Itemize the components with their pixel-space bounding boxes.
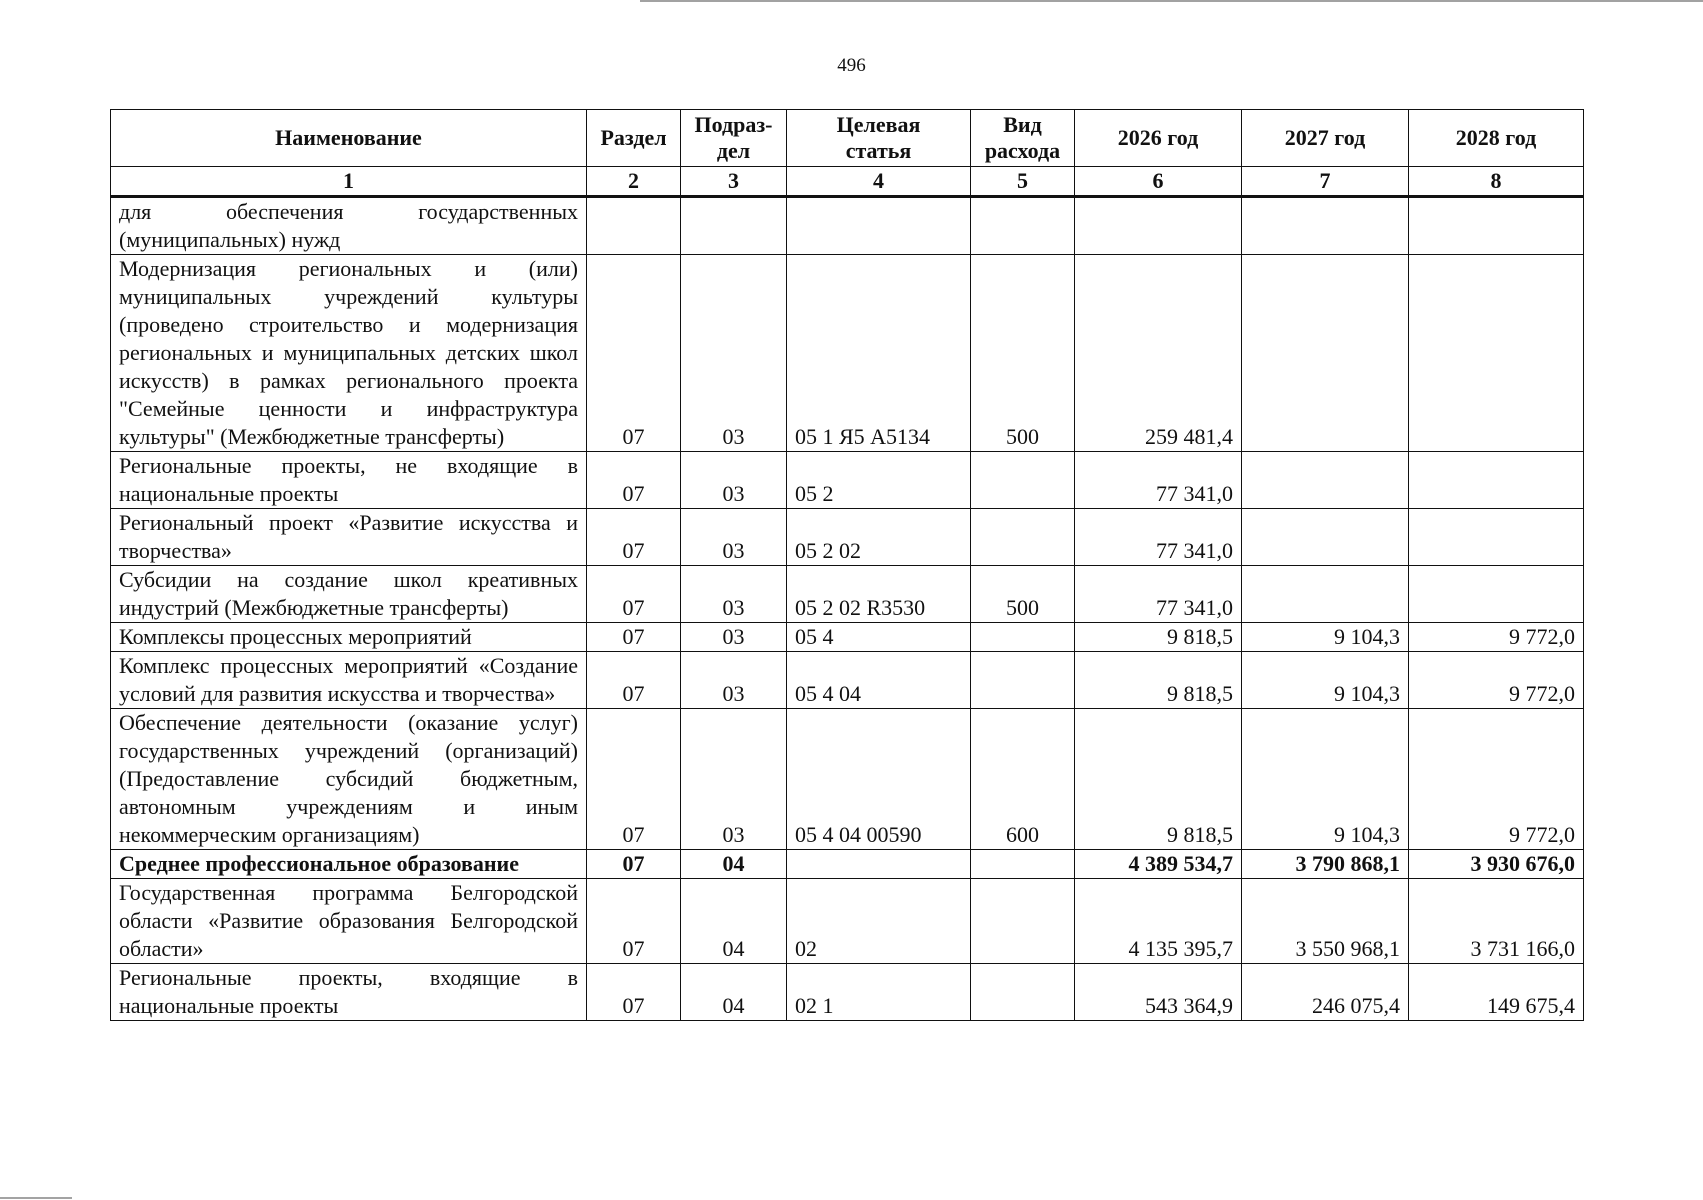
top-edge-rule [640, 0, 1703, 2]
row-2027: 3 790 868,1 [1242, 850, 1409, 879]
row-2027: 9 104,3 [1242, 623, 1409, 652]
column-number: 7 [1242, 167, 1409, 197]
row-razdel: 07 [587, 879, 681, 964]
row-name: Среднее профессиональное образование [111, 850, 587, 879]
row-name: Региональные проекты, не входящие в национальные проекты [111, 452, 587, 509]
row-target: 02 [787, 879, 971, 964]
row-razdel: 07 [587, 850, 681, 879]
table-row [111, 964, 1584, 1021]
row-target [787, 197, 971, 255]
column-numbers-row [111, 167, 1584, 197]
row-razdel: 07 [587, 709, 681, 850]
row-2026: 9 818,5 [1075, 709, 1242, 850]
table-row [111, 879, 1584, 964]
row-2026: 9 818,5 [1075, 623, 1242, 652]
row-vid [971, 879, 1075, 964]
table-row [111, 566, 1584, 623]
row-2026: 77 341,0 [1075, 452, 1242, 509]
column-number: 4 [787, 167, 971, 197]
row-2028: 3 930 676,0 [1409, 850, 1584, 879]
row-vid [971, 197, 1075, 255]
row-razdel: 07 [587, 255, 681, 452]
row-2026: 4 389 534,7 [1075, 850, 1242, 879]
row-2028: 9 772,0 [1409, 623, 1584, 652]
row-2028: 9 772,0 [1409, 652, 1584, 709]
column-header-razdel: Раздел [587, 110, 681, 167]
row-vid [971, 964, 1075, 1021]
row-razdel: 07 [587, 964, 681, 1021]
table-row [111, 255, 1584, 452]
row-target: 05 4 04 [787, 652, 971, 709]
table-row [111, 652, 1584, 709]
row-podrazdel: 03 [681, 709, 787, 850]
table-row [111, 709, 1584, 850]
row-podrazdel: 03 [681, 452, 787, 509]
row-vid [971, 652, 1075, 709]
row-2027: 3 550 968,1 [1242, 879, 1409, 964]
column-number: 8 [1409, 167, 1584, 197]
row-name: Региональный проект «Развитие искусства и творчества» [111, 509, 587, 566]
row-2026: 4 135 395,7 [1075, 879, 1242, 964]
row-target: 05 4 [787, 623, 971, 652]
row-razdel: 07 [587, 452, 681, 509]
row-name: Комплекс процессных мероприятий «Создание условий для развития искусства и творчества» [111, 652, 587, 709]
row-2028 [1409, 509, 1584, 566]
page-number: 496 [837, 55, 866, 76]
table-row [111, 623, 1584, 652]
row-podrazdel: 03 [681, 652, 787, 709]
row-target: 05 2 [787, 452, 971, 509]
row-target: 05 2 02 R3530 [787, 566, 971, 623]
row-target: 05 4 04 00590 [787, 709, 971, 850]
row-podrazdel: 03 [681, 255, 787, 452]
row-podrazdel: 03 [681, 566, 787, 623]
row-razdel [587, 197, 681, 255]
row-2027 [1242, 566, 1409, 623]
row-name: Комплексы процессных мероприятий [111, 623, 587, 652]
table-row [111, 509, 1584, 566]
row-name: Субсидии на создание школ креативных индустрий (Межбюджетные трансферты) [111, 566, 587, 623]
row-2027 [1242, 197, 1409, 255]
row-2028 [1409, 255, 1584, 452]
row-target: 05 2 02 [787, 509, 971, 566]
row-2026 [1075, 197, 1242, 255]
row-vid [971, 623, 1075, 652]
column-header-target: Целевая статья [787, 110, 971, 167]
row-2027: 246 075,4 [1242, 964, 1409, 1021]
column-header-name: Наименование [111, 110, 587, 167]
row-2026: 543 364,9 [1075, 964, 1242, 1021]
row-2027 [1242, 452, 1409, 509]
bottom-edge-mark [0, 1197, 72, 1199]
section-total-row [111, 850, 1584, 879]
row-target [787, 850, 971, 879]
row-2027: 9 104,3 [1242, 652, 1409, 709]
row-podrazdel [681, 197, 787, 255]
row-podrazdel: 04 [681, 850, 787, 879]
column-number: 5 [971, 167, 1075, 197]
row-2026: 259 481,4 [1075, 255, 1242, 452]
row-vid: 500 [971, 566, 1075, 623]
row-2027 [1242, 509, 1409, 566]
row-vid [971, 850, 1075, 879]
budget-table [110, 109, 1584, 1021]
column-number: 6 [1075, 167, 1242, 197]
row-razdel: 07 [587, 623, 681, 652]
row-podrazdel: 04 [681, 879, 787, 964]
row-vid [971, 509, 1075, 566]
column-header-2028: 2028 год [1409, 110, 1584, 167]
table-header [111, 110, 1584, 197]
row-razdel: 07 [587, 509, 681, 566]
row-podrazdel: 03 [681, 509, 787, 566]
column-number: 2 [587, 167, 681, 197]
row-2028: 3 731 166,0 [1409, 879, 1584, 964]
row-2028: 9 772,0 [1409, 709, 1584, 850]
column-header-vid: Вид расхода [971, 110, 1075, 167]
row-2028 [1409, 452, 1584, 509]
table-row [111, 452, 1584, 509]
row-vid: 600 [971, 709, 1075, 850]
row-2027: 9 104,3 [1242, 709, 1409, 850]
row-name: Государственная программа Белгородской области «Развитие образования Белгородской области» [111, 879, 587, 964]
row-razdel: 07 [587, 566, 681, 623]
row-name: Модернизация региональных и (или) муниципальных учреждений культуры (проведено строительство и модернизация региональных и муниципальных детских школ искусств) в рамках регионального проекта "Семейные ценности и инфраструктура культуры" (Межбюджетные трансферты) [111, 255, 587, 452]
table-row [111, 197, 1584, 255]
row-2028 [1409, 566, 1584, 623]
row-2026: 77 341,0 [1075, 509, 1242, 566]
row-podrazdel: 03 [681, 623, 787, 652]
row-2027 [1242, 255, 1409, 452]
row-vid [971, 452, 1075, 509]
row-target: 02 1 [787, 964, 971, 1021]
row-target: 05 1 Я5 А5134 [787, 255, 971, 452]
row-2028: 149 675,4 [1409, 964, 1584, 1021]
column-number: 3 [681, 167, 787, 197]
row-name: Региональные проекты, входящие в национальные проекты [111, 964, 587, 1021]
row-2026: 9 818,5 [1075, 652, 1242, 709]
row-name: Обеспечение деятельности (оказание услуг) государственных учреждений (организаций) (Предоставление субсидий бюджетным, автономным учреждениям и иным некоммерческим организациям) [111, 709, 587, 850]
row-razdel: 07 [587, 652, 681, 709]
row-2026: 77 341,0 [1075, 566, 1242, 623]
row-2028 [1409, 197, 1584, 255]
column-names-row [111, 110, 1584, 167]
row-vid: 500 [971, 255, 1075, 452]
column-number: 1 [111, 167, 587, 197]
column-header-podrazdel: Подраз- дел [681, 110, 787, 167]
row-podrazdel: 04 [681, 964, 787, 1021]
column-header-2027: 2027 год [1242, 110, 1409, 167]
column-header-2026: 2026 год [1075, 110, 1242, 167]
row-name: для обеспечения государственных (муниципальных) нужд [111, 197, 587, 255]
table-body [111, 197, 1584, 1021]
